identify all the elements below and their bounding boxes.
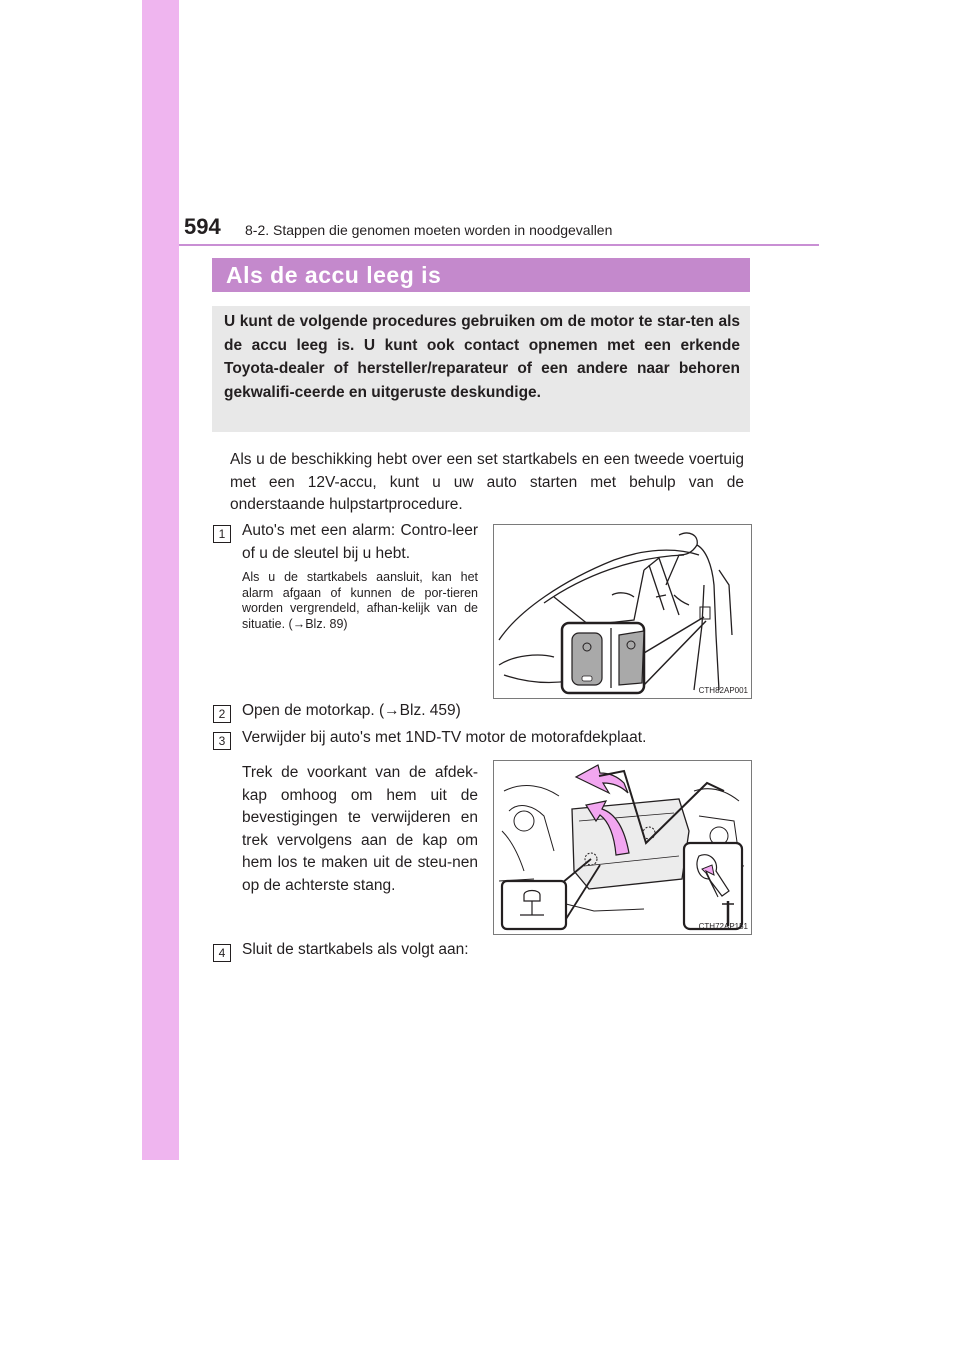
figure-code: CTH72AP151	[698, 922, 748, 931]
figure-code: CTH82AP001	[698, 686, 748, 695]
figure-car-key	[493, 524, 752, 699]
step-number-3: 3	[213, 732, 231, 750]
title-bar	[212, 258, 750, 292]
step-number-1: 1	[213, 525, 231, 543]
step-number-4: 4	[213, 944, 231, 962]
page-title: Als de accu leeg is	[226, 262, 442, 288]
step-detail-3: Trek de voorkant van de afdek-kap omhoog om hem uit de bevestigingen te verwijderen en trek vervolgens aan de kap om hem los te maken uit de steu-nen op de achterste stang.	[242, 764, 478, 894]
step-number-2: 2	[213, 705, 231, 723]
step-text-2: Open de motorkap. (→Blz. 459)	[242, 702, 461, 719]
intro-box	[212, 306, 750, 432]
section-header: 8-2. Stappen die genomen moeten worden in noodgevallen	[245, 222, 613, 238]
intro-paragraph: Als u de beschikking hebt over een set startkabels en een tweede voertuig met een 12V-accu, kunt u uw auto starten met behulp van de onderstaande hulpstartprocedure.	[230, 451, 744, 513]
intro-text: U kunt de volgende procedures gebruiken om de motor te star-ten als de accu leeg is. U kunt ook contact opnemen met een erkende Toyota-dealer of hersteller/reparateur of een andere naar behoren gekwalifi-ceerde en uitgeruste deskundige.	[224, 313, 740, 401]
side-tab	[142, 0, 179, 1160]
car-with-key-illustration-icon	[494, 525, 751, 698]
step-text-1: Auto's met een alarm: Contro-leer of u de sleutel bij u hebt.	[242, 522, 478, 562]
step-text-3: Verwijder bij auto's met 1ND-TV motor de motorafdekplaat.	[242, 729, 647, 746]
step-text-4: Sluit de startkabels als volgt aan:	[242, 941, 469, 958]
figure-engine-cover	[493, 760, 752, 935]
engine-cover-removal-illustration-icon	[494, 761, 751, 934]
step-note-1: Als u de startkabels aansluit, kan het alarm afgaan of kunnen de por-tieren worden vergrendeld, afhan-kelijk van de situatie. (→Blz. 89)	[242, 570, 478, 631]
header-divider	[179, 244, 819, 246]
page-number: 594	[184, 214, 221, 239]
